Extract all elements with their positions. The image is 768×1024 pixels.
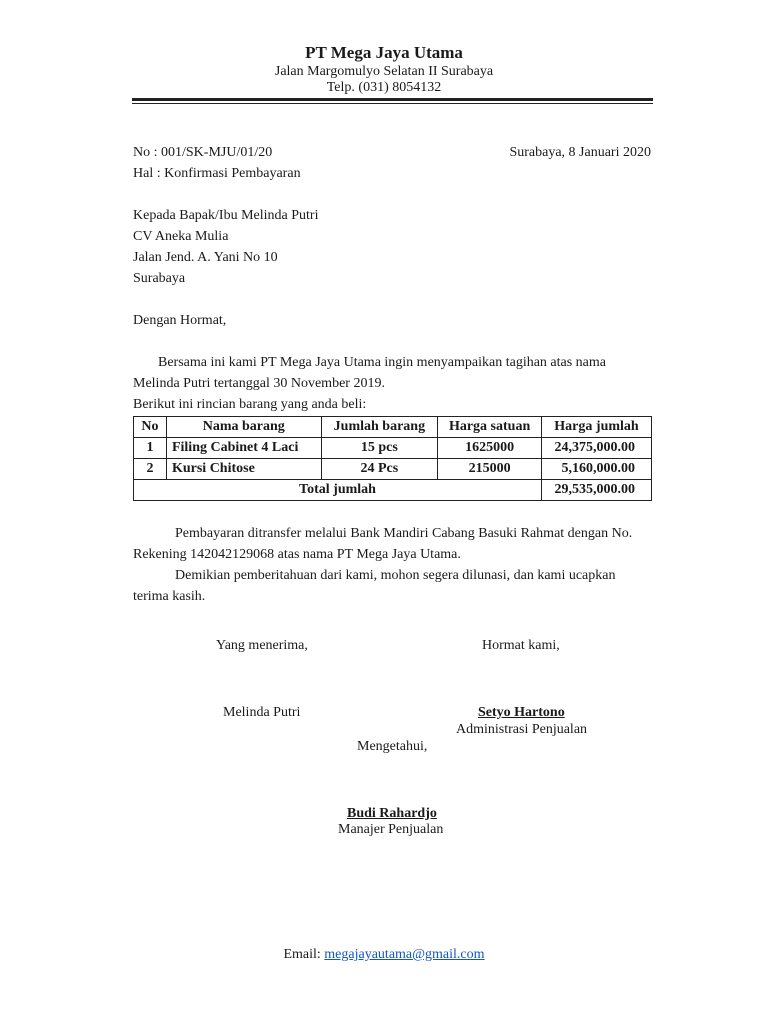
cell-quantity: 15 pcs: [321, 438, 438, 459]
footer-email: [0, 947, 768, 963]
column-header: No: [134, 417, 167, 438]
header-divider-thin: [132, 103, 653, 104]
column-header: Harga satuan: [438, 417, 542, 438]
letter-subject: Hal : Konfirmasi Pembayaran: [133, 166, 301, 181]
cell-unit-price: 215000: [438, 459, 542, 480]
cell-item-name: Kursi Chitose: [166, 459, 321, 480]
table-total-row: [134, 480, 652, 501]
column-header: Nama barang: [166, 417, 321, 438]
total-value: 29,535,000.00: [542, 480, 652, 501]
cell-unit-price: 1625000: [438, 438, 542, 459]
manager-title: Manajer Penjualan: [338, 822, 444, 837]
intro-text: Melinda Putri tertanggal 30 November 2019.: [133, 376, 385, 391]
table-row: [134, 438, 652, 459]
closing-text: Demikian pemberitahuan dari kami, mohon segera dilunasi, dan kami ucapkan: [175, 568, 616, 583]
receiver-name: Melinda Putri: [223, 705, 301, 720]
column-header: Jumlah barang: [321, 417, 438, 438]
cell-total-price: 24,375,000.00: [542, 438, 652, 459]
manager-name: Budi Rahardjo: [347, 806, 437, 821]
cell-no: 2: [134, 459, 167, 480]
sender-name: Setyo Hartono: [478, 705, 565, 720]
receiver-label: Yang menerima,: [216, 638, 308, 653]
sender-title: Administrasi Penjualan: [456, 722, 588, 737]
cell-item-name: Filing Cabinet 4 Laci: [166, 438, 321, 459]
header-divider-thick: [132, 98, 653, 101]
cell-quantity: 24 Pcs: [321, 459, 438, 480]
table-header-row: [134, 417, 652, 438]
intro-text: Bersama ini kami PT Mega Jaya Utama ingin menyampaikan tagihan atas nama: [158, 355, 606, 370]
recipient-line: Surabaya: [133, 271, 186, 286]
total-label: Total jumlah: [134, 480, 542, 501]
place-date: Surabaya, 8 Januari 2020: [509, 145, 651, 160]
sender-label: Hormat kami,: [482, 638, 560, 653]
intro-text: Berikut ini rincian barang yang anda beli:: [133, 397, 367, 412]
recipient-line: CV Aneka Mulia: [133, 229, 229, 244]
recipient-line: Jalan Jend. A. Yani No 10: [133, 250, 278, 265]
closing-text: terima kasih.: [133, 589, 206, 604]
greeting: Dengan Hormat,: [133, 313, 227, 328]
letter-number: No : 001/SK-MJU/01/20: [133, 145, 273, 160]
email-link[interactable]: megajayautama@gmail.com: [324, 947, 485, 962]
column-header: Harga jumlah: [542, 417, 652, 438]
cell-total-price: 5,160,000.00: [542, 459, 652, 480]
table-row: [134, 459, 652, 480]
items-table: [133, 416, 652, 501]
payment-text: Rekening 142042129068 atas nama PT Mega Jaya Utama.: [133, 547, 461, 562]
company-address: Jalan Margomulyo Selatan II Surabaya: [274, 64, 494, 79]
acknowledge-label: Mengetahui,: [357, 739, 428, 754]
recipient-line: Kepada Bapak/Ibu Melinda Putri: [133, 208, 319, 223]
email-label: Email:: [283, 947, 325, 962]
company-name: PT Mega Jaya Utama: [305, 43, 463, 62]
company-phone: Telp. (031) 8054132: [326, 80, 442, 95]
cell-no: 1: [134, 438, 167, 459]
payment-text: Pembayaran ditransfer melalui Bank Mandiri Cabang Basuki Rahmat dengan No.: [175, 526, 633, 541]
